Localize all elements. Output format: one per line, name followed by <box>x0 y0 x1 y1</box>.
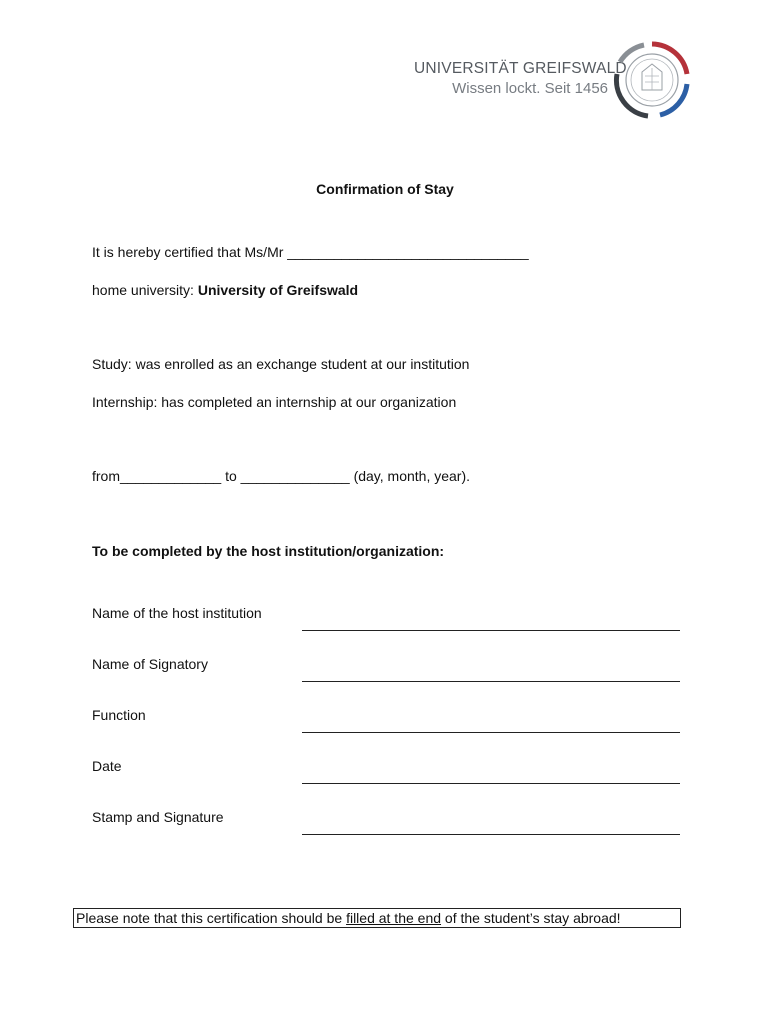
university-logo <box>414 60 627 97</box>
certified-line: It is hereby certified that Ms/Mr _______________________________ <box>92 244 529 260</box>
field-label-stamp-signature: Stamp and Signature <box>92 809 224 825</box>
field-label-host-institution: Name of the host institution <box>92 605 262 621</box>
internship-line: Internship: has completed an internship at our organization <box>92 394 457 410</box>
host-institution-field[interactable] <box>302 630 680 631</box>
field-label-function: Function <box>92 707 146 723</box>
date-field[interactable] <box>302 783 680 784</box>
home-university-label: home university: <box>92 282 194 298</box>
note-text-before: Please note that this certification should be <box>76 910 347 926</box>
university-name: UNIVERSITÄT GREIFSWALD <box>414 60 627 77</box>
university-motto: Wissen lockt. Seit 1456 <box>452 80 608 97</box>
field-label-signatory: Name of Signatory <box>92 656 208 672</box>
home-university-line <box>92 282 358 298</box>
home-university-value: University of Greifswald <box>197 282 359 298</box>
university-seal-icon <box>612 40 692 120</box>
note-text-after: of the student’s stay abroad! <box>441 910 621 926</box>
document-title: Confirmation of Stay <box>316 181 454 197</box>
period-line: from_____________ to ______________ (day, month, year). <box>92 468 471 484</box>
function-field[interactable] <box>302 732 680 733</box>
note-text-underlined: filled at the end <box>346 910 442 926</box>
stamp-signature-field[interactable] <box>302 834 680 835</box>
signatory-field[interactable] <box>302 681 680 682</box>
host-section-heading: To be completed by the host institution/organization: <box>92 543 445 559</box>
field-label-date: Date <box>92 758 122 774</box>
study-line: Study: was enrolled as an exchange student at our institution <box>92 356 470 372</box>
note-box <box>73 908 681 928</box>
